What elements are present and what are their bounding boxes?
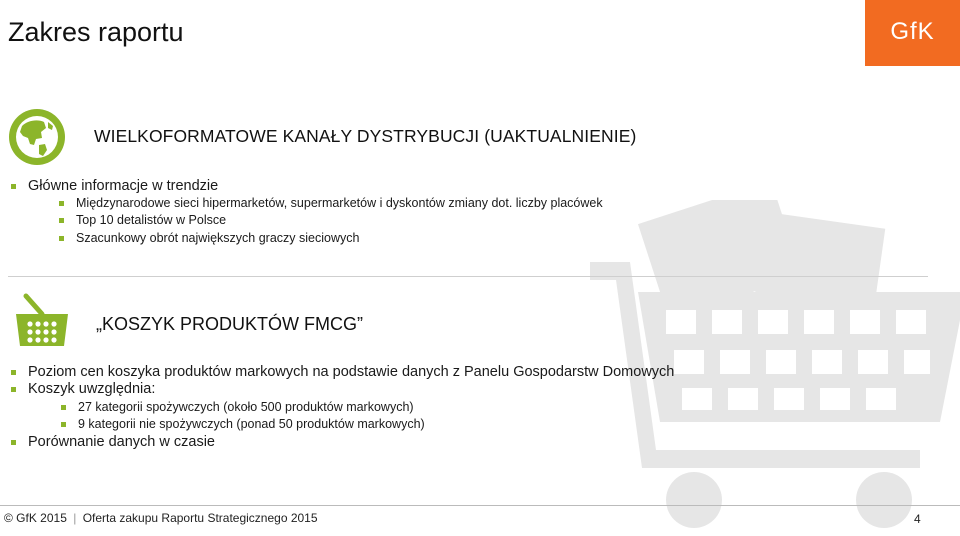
bullet-marker: [11, 370, 16, 375]
globe-icon: [8, 108, 66, 166]
brand-logo: [865, 0, 960, 66]
logo-text: GfK: [890, 18, 935, 45]
list-item: Główne informacje w trendzie: [10, 178, 218, 194]
bullet-marker: [11, 440, 16, 445]
footer-separator: |: [73, 511, 77, 525]
list-item: Poziom cen koszyka produktów markowych na podstawie danych z Panelu Gospodarstw Domowych: [10, 364, 674, 380]
section1-title: WIELKOFORMATOWE KANAŁY DYSTRYBUCJI (UAKTUALNIENIE): [94, 126, 637, 146]
footer-copyright: © GfK 2015: [4, 511, 67, 525]
list-item: Porównanie danych w czasie: [10, 434, 215, 450]
footer-divider: [0, 505, 960, 506]
list-item: 27 kategorii spożywczych (około 500 produktów markowych): [60, 400, 414, 414]
basket-icon: [12, 290, 72, 350]
list-item: Top 10 detalistów w Polsce: [58, 213, 226, 227]
bullet-marker: [61, 422, 66, 427]
list-item: Szacunkowy obrót największych graczy sieciowych: [58, 231, 359, 245]
page-title: Zakres raportu: [8, 17, 184, 47]
bullet-marker: [11, 387, 16, 392]
section-divider: [8, 276, 928, 277]
bullet-marker: [59, 218, 64, 223]
bullet-marker: [61, 405, 66, 410]
section2-title: „KOSZYK PRODUKTÓW FMCG”: [96, 314, 363, 334]
list-item: 9 kategorii nie spożywczych (ponad 50 produktów markowych): [60, 417, 425, 431]
bullet-marker: [11, 184, 16, 189]
bullet-marker: [59, 201, 64, 206]
list-item: Międzynarodowe sieci hipermarketów, supermarketów i dyskontów zmiany dot. liczby placówek: [58, 196, 603, 210]
footer-text: Oferta zakupu Raportu Strategicznego 2015: [82, 511, 318, 525]
page-number: 4: [914, 512, 921, 526]
footer: [4, 511, 318, 525]
bullet-marker: [59, 236, 64, 241]
list-item: Koszyk uwzględnia:: [10, 381, 155, 397]
